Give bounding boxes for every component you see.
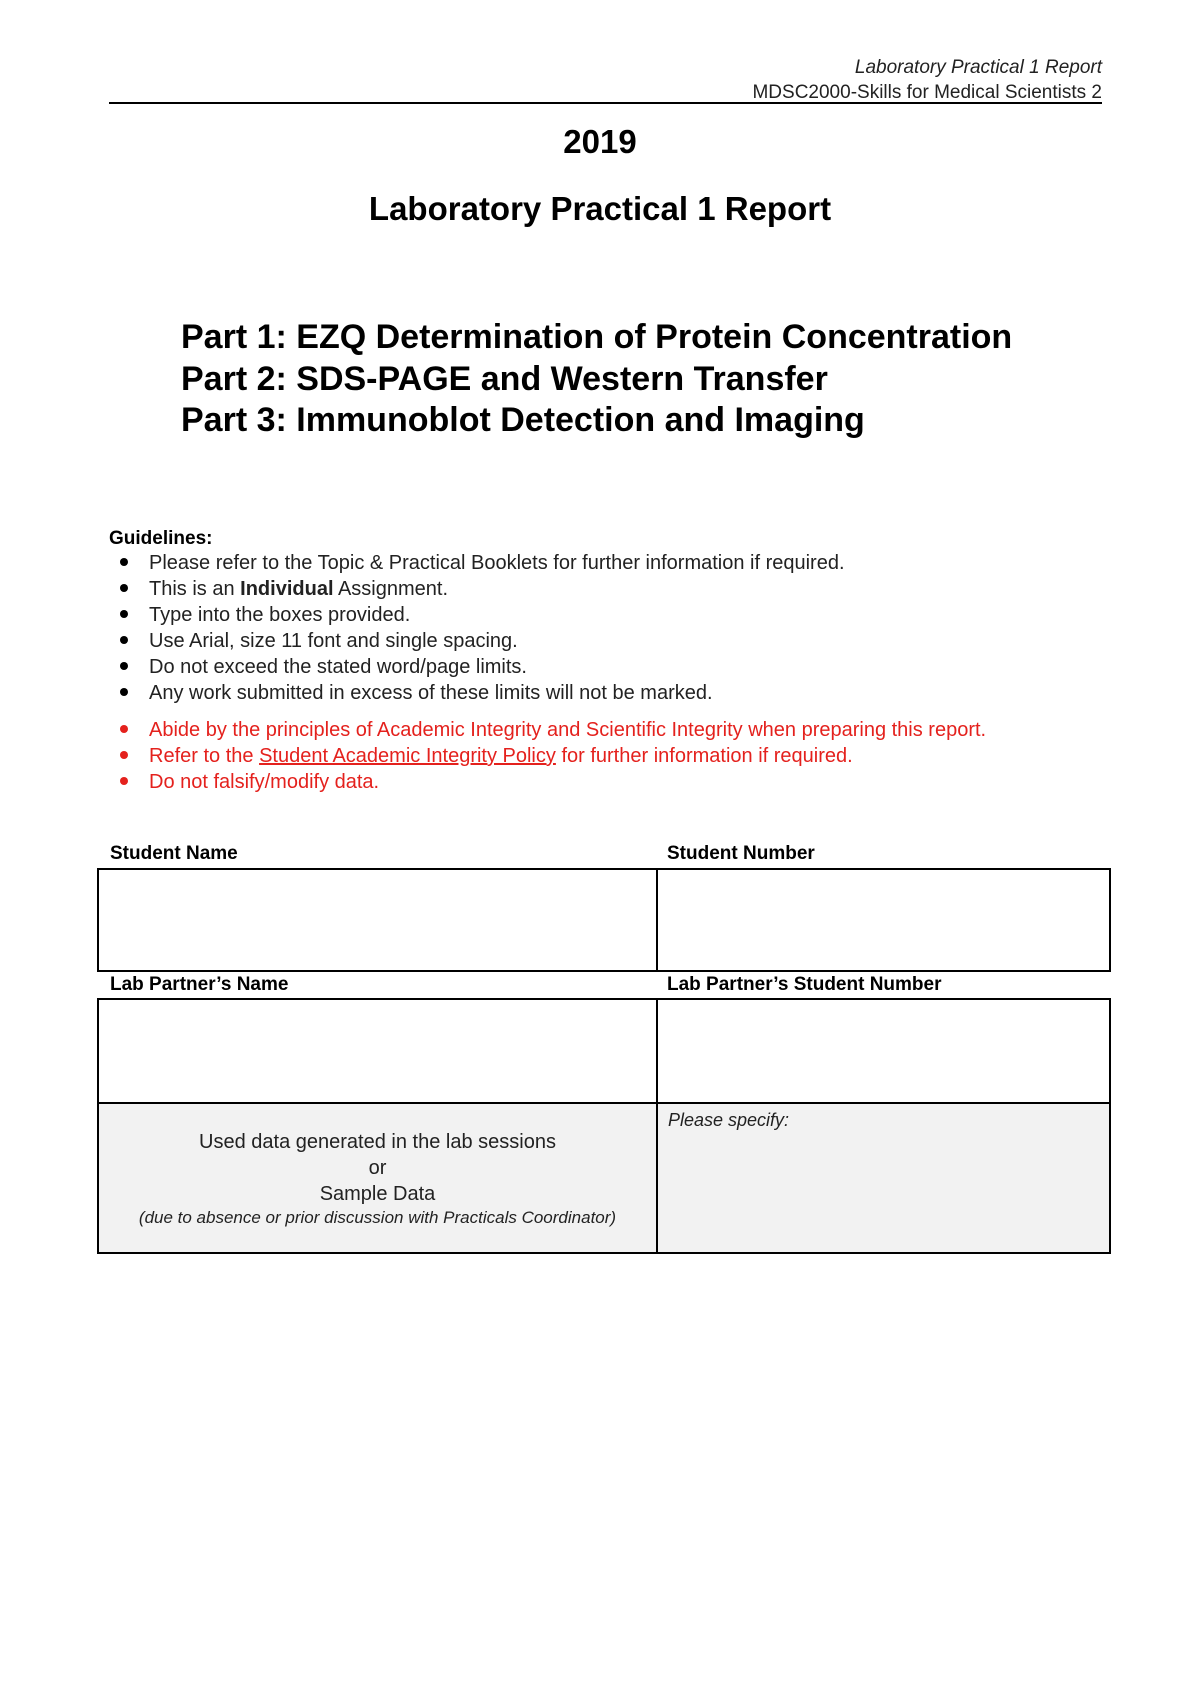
part-3-heading: Part 3: Immunoblot Detection and Imaging: [181, 401, 865, 439]
data-source-note: (due to absence or prior discussion with Practicals Coordinator): [138, 1208, 617, 1227]
part-2-heading: Part 2: SDS-PAGE and Western Transfer: [181, 360, 828, 398]
list-item: Please refer to the Topic & Practical Booklets for further information if required.: [120, 552, 845, 575]
list-item: Refer to the Student Academic Integrity Policy for further information if required.: [120, 745, 853, 768]
bullet-icon: [120, 751, 128, 759]
header-course: MDSC2000-Skills for Medical Scientists 2: [752, 82, 1102, 103]
report-title: Laboratory Practical 1 Report: [368, 190, 832, 227]
specify-label: Please specify:: [668, 1110, 790, 1130]
list-item: Do not falsify/modify data.: [120, 771, 379, 794]
bullet-icon: [120, 725, 128, 733]
data-source-line2: or: [368, 1157, 387, 1179]
bullet-icon: [120, 584, 128, 592]
data-source-specify-field[interactable]: [656, 1102, 1111, 1254]
list-item: Use Arial, size 11 font and single spacing.: [120, 630, 518, 653]
student-name-field[interactable]: [97, 868, 658, 972]
list-item: Any work submitted in excess of these limits will not be marked.: [120, 682, 713, 705]
bullet-icon: [120, 636, 128, 644]
integrity-policy-link[interactable]: Student Academic Integrity Policy: [259, 745, 556, 767]
report-year: 2019: [563, 123, 637, 160]
student-number-label: Student Number: [667, 843, 815, 864]
header-doc-title: Laboratory Practical 1 Report: [854, 57, 1102, 78]
guidelines-heading: Guidelines:: [109, 528, 213, 549]
list-item: Abide by the principles of Academic Integrity and Scientific Integrity when preparing this report.: [120, 719, 986, 742]
header-rule: [109, 102, 1102, 104]
student-number-field[interactable]: [656, 868, 1111, 972]
bullet-icon: [120, 777, 128, 785]
bullet-icon: [120, 662, 128, 670]
data-source-cell: [97, 1102, 658, 1254]
data-source-line3: Sample Data: [319, 1183, 436, 1205]
partner-number-label: Lab Partner’s Student Number: [667, 974, 942, 995]
student-name-label: Student Name: [110, 843, 238, 864]
partner-number-field[interactable]: [656, 998, 1111, 1104]
list-item: Type into the boxes provided.: [120, 604, 410, 627]
partner-name-field[interactable]: [97, 998, 658, 1104]
list-item: Do not exceed the stated word/page limits.: [120, 656, 527, 679]
bullet-icon: [120, 688, 128, 696]
part-1-heading: Part 1: EZQ Determination of Protein Concentration: [181, 318, 1013, 356]
list-item: This is an Individual Assignment.: [120, 578, 448, 601]
bullet-icon: [120, 610, 128, 618]
partner-name-label: Lab Partner’s Name: [110, 974, 289, 995]
bullet-icon: [120, 558, 128, 566]
data-source-line1: Used data generated in the lab sessions: [199, 1131, 556, 1153]
